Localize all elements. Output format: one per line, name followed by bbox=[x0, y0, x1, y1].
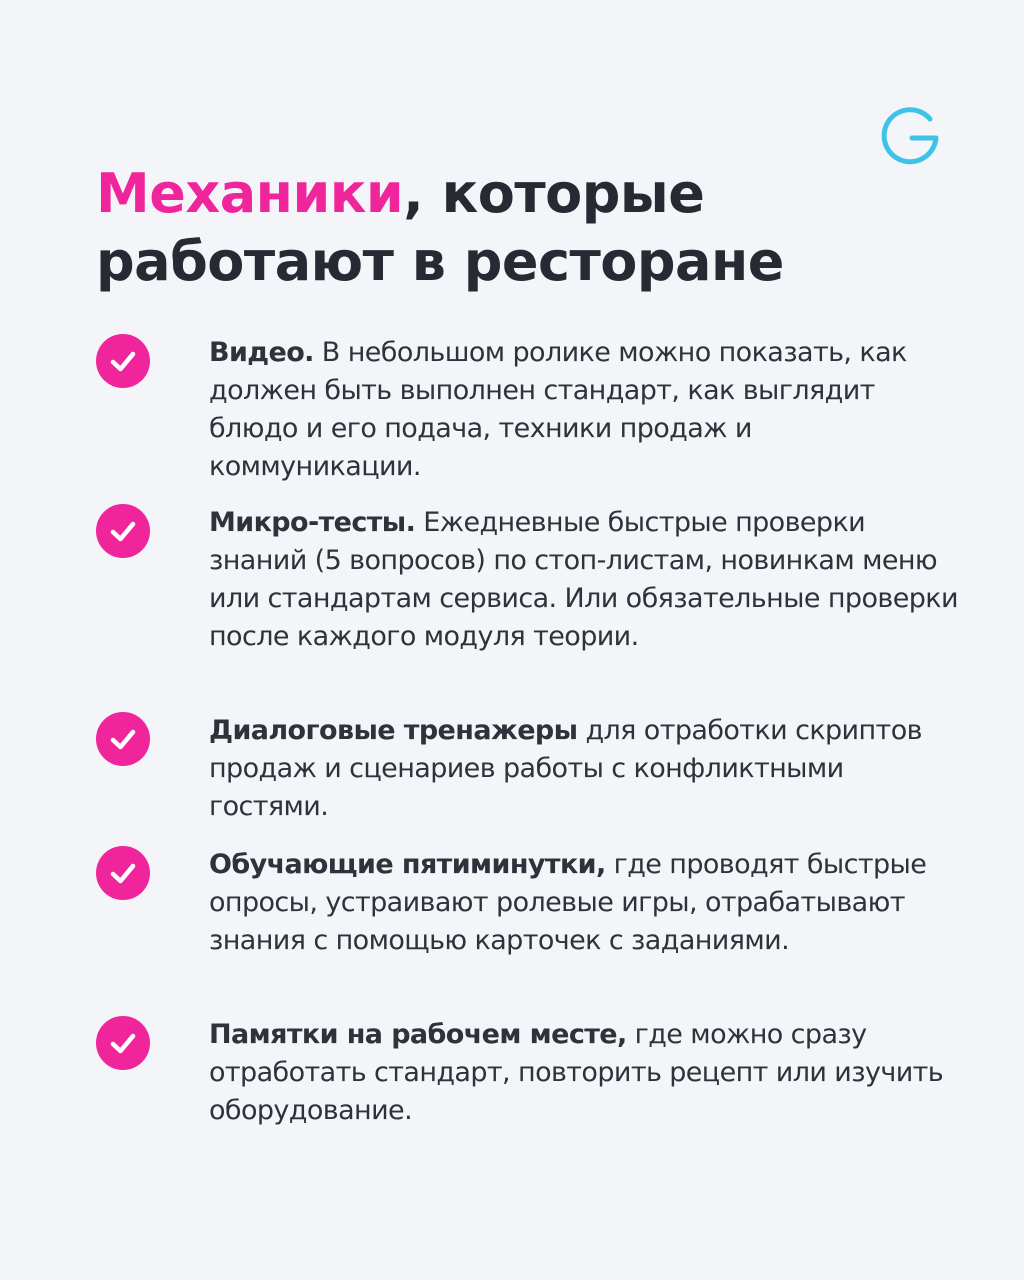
list-item-body: Ежедневные быстрые проверки знаний (5 вопросов) по стоп-листам, новинкам меню или стандартам сервиса. Или обязательные проверки после каждого модуля теории. bbox=[209, 507, 958, 652]
list-item-body: где проводят быстрые опросы, устраивают ролевые игры, отрабатывают знания с помощью карточек с заданиями. bbox=[209, 849, 927, 956]
list-item-body: где можно сразу отработать стандарт, повторить рецепт или изучить оборудование. bbox=[209, 1019, 944, 1126]
list-item-text bbox=[209, 846, 969, 960]
list-item-bold: Видео. bbox=[209, 337, 314, 368]
list-item-text bbox=[209, 504, 969, 656]
list-item-text bbox=[209, 334, 969, 486]
check-icon bbox=[96, 712, 150, 766]
title-accent: Механики bbox=[96, 162, 404, 225]
check-icon bbox=[96, 846, 150, 900]
check-icon bbox=[96, 504, 150, 558]
list-item-text bbox=[209, 1016, 969, 1130]
page-title bbox=[96, 160, 956, 296]
list-item-text bbox=[209, 712, 969, 826]
list-item-bold: Микро-тесты. bbox=[209, 507, 416, 538]
title-rest: , которые работают в ресторане bbox=[96, 162, 784, 293]
list-item-body: для отработки скриптов продаж и сценариев работы с конфликтными гостями. bbox=[209, 715, 922, 822]
list-item-bold: Памятки на рабочем месте, bbox=[209, 1019, 627, 1050]
check-icon bbox=[96, 334, 150, 388]
list-item-body: В небольшом ролике можно показать, как должен быть выполнен стандарт, как выглядит блюдо и его подача, техники продаж и коммуникации. bbox=[209, 337, 907, 482]
g-logo-icon bbox=[878, 104, 942, 168]
list-item-bold: Диалоговые тренажеры bbox=[209, 715, 578, 746]
list-item-bold: Обучающие пятиминутки, bbox=[209, 849, 606, 880]
check-icon bbox=[96, 1016, 150, 1070]
